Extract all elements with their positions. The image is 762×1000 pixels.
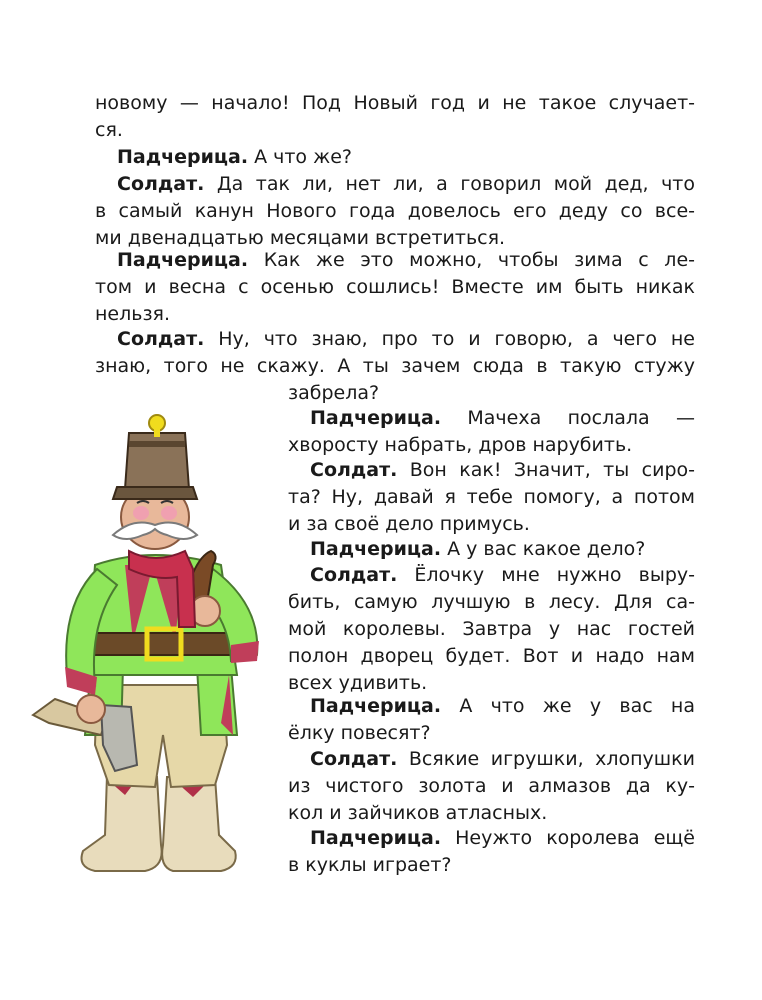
text-line: ся. [95,119,123,141]
dialogue-paragraph [288,457,695,538]
text-line [288,746,695,773]
speaker-name: Солдат. [310,459,398,481]
speaker-name: Солдат. [117,173,205,195]
paragraph [95,90,695,144]
speech: Всякие игрушки, хлопушки [408,748,695,770]
text-line: бить, самую лучшую в лесу. Для са- [288,591,695,613]
speaker-name: Падчерица. [310,538,442,560]
speech: Как же это можно, чтобы зима с ле- [263,249,695,271]
text-line [288,457,695,484]
speaker-name: Падчерица. [310,827,442,849]
belt [89,633,239,655]
speech: Ёлочку мне нужно выру- [414,564,695,586]
speech: А у вас какое дело? [447,538,646,560]
dialogue-paragraph [288,746,695,827]
speaker-name: Солдат. [117,328,205,350]
text-line: кол и зайчиков атласных. [288,802,548,824]
speech: А что же? [254,146,352,168]
text-line: полон дворец будет. Вот и надо нам [288,645,695,667]
text-line: том и весна с осенью сошлись! Вместе им быть никак [95,276,695,298]
text-line: забрела? [288,382,380,404]
left-hand [77,695,105,723]
dialogue-paragraph [288,405,695,459]
dialogue-paragraph [288,536,695,563]
hat-pompon [149,415,165,431]
speaker-name: Падчерица. [117,146,249,168]
text-line: и за своё дело примусь. [288,513,530,535]
dialogue-paragraph [95,171,695,252]
dialogue-paragraph [95,144,695,171]
speaker-name: Падчерица. [310,407,442,429]
text-line [288,405,695,432]
speech: Мачеха послала — [467,407,695,429]
text-line [95,326,695,353]
text-line [95,171,695,198]
hat-brim [113,487,197,499]
text-line: в куклы играет? [288,854,452,876]
text-line [288,825,695,852]
speech: Да так ли, нет ли, а говорил мой дед, что [216,173,696,195]
text-line [288,536,695,563]
speech: А что же у вас на [459,695,695,717]
text-line: в самый канун Нового года довелось его деду со все- [95,200,695,222]
text-line [95,247,695,274]
dialogue-paragraph [288,693,695,747]
text-line: новому — начало! Под Новый год и не такое случает- [95,92,695,114]
soldier-illustration [25,405,280,880]
text-line: всех удивить. [288,672,428,694]
dialogue-paragraph [288,825,695,879]
text-line: нельзя. [95,303,171,325]
text-line: мой королевы. Завтра у нас гостей [288,618,695,640]
text-line [95,144,695,171]
dialogue-paragraph [95,247,695,328]
text-line: ми двенадцатью месяцами встретиться. [95,227,506,249]
text-line: из чистого золота и алмазов да ку- [288,775,695,797]
text-line: ёлку повесят? [288,722,431,744]
speech: Вон как! Значит, ты сиро- [409,459,695,481]
text-line: знаю, того не скажу. А ты зачем сюда в такую стужу [95,355,695,377]
speaker-name: Солдат. [310,564,398,586]
speech: Ну, что знаю, про то и говорю, а чего не [218,328,695,350]
text-line [288,562,695,589]
speaker-name: Солдат. [310,748,398,770]
right-boot [162,777,236,871]
text-line [288,693,695,720]
dialogue-paragraph [288,562,695,697]
speaker-name: Падчерица. [310,695,442,717]
text-line: хворосту набрать, дров нарубить. [288,434,633,456]
speech: Неужто королева ещё [455,827,695,849]
dialogue-paragraph [95,326,695,407]
speaker-name: Падчерица. [117,249,249,271]
text-line: та? Ну, давай я тебе помогу, а потом [288,486,695,508]
